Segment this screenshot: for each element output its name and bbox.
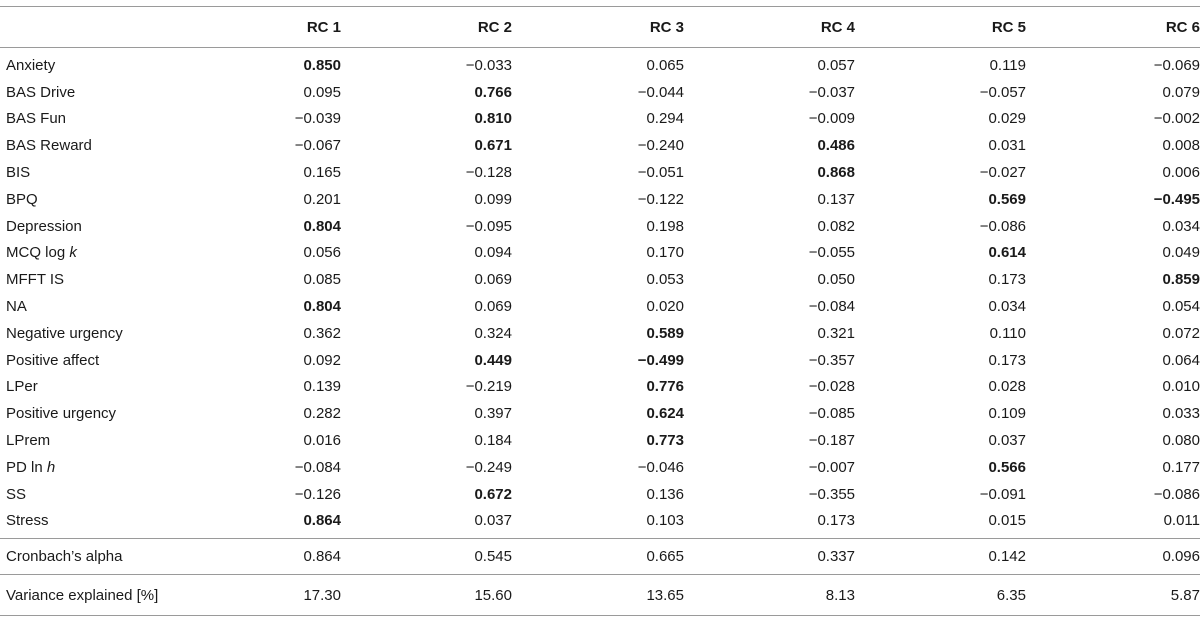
table-cell: −0.240 <box>637 137 684 155</box>
table-cell: 0.624 <box>646 405 684 423</box>
table-cell: 0.139 <box>303 378 341 396</box>
table-cell: −0.069 <box>1153 56 1200 74</box>
table-row <box>0 159 1200 186</box>
table-cell: −0.128 <box>465 164 512 182</box>
table-cell: 0.672 <box>474 485 512 503</box>
table-cell: 0.015 <box>988 512 1026 530</box>
row-label <box>0 293 171 320</box>
row-label-text: BIS <box>6 164 31 182</box>
row-label <box>0 159 171 186</box>
table-cell: 0.486 <box>817 137 855 155</box>
table-cell: 0.064 <box>1162 351 1200 369</box>
row-label-text: Negative urgency <box>6 324 123 342</box>
table-cell: 6.35 <box>855 575 1026 616</box>
row-label <box>0 79 171 106</box>
header-empty-cell <box>0 7 171 48</box>
row-label-text: MFFT IS <box>6 271 65 289</box>
row-label <box>0 186 171 213</box>
table-row <box>0 48 1200 79</box>
table-cell: 0.020 <box>646 298 684 316</box>
table-cell: −0.084 <box>294 458 341 476</box>
table-cell: 0.321 <box>817 324 855 342</box>
column-header: RC 3 <box>512 7 684 48</box>
table-cell: 8.13 <box>684 575 855 616</box>
table-cell: 0.085 <box>303 271 341 289</box>
table-cell: 0.095 <box>303 83 341 101</box>
table-cell: 0.173 <box>988 351 1026 369</box>
table-cell: 0.665 <box>512 539 684 575</box>
variance-explained-row <box>0 575 1200 616</box>
table-row <box>0 374 1200 401</box>
table-row <box>0 79 1200 106</box>
table-cell: 15.60 <box>341 575 512 616</box>
table-cell: 0.110 <box>989 324 1026 342</box>
row-label-text: Anxiety <box>6 56 56 74</box>
table-row <box>0 454 1200 481</box>
table-cell: 0.859 <box>1162 271 1200 289</box>
table-cell: −0.187 <box>808 432 855 450</box>
table-row <box>0 240 1200 267</box>
table-cell: 0.069 <box>474 271 512 289</box>
table-cell: 0.037 <box>988 432 1026 450</box>
table-cell: −0.057 <box>979 83 1026 101</box>
table-cell: 0.034 <box>988 298 1026 316</box>
row-label <box>0 213 171 240</box>
table-cell: 0.804 <box>303 298 341 316</box>
table-cell: −0.355 <box>808 485 855 503</box>
table-cell: 0.776 <box>646 378 684 396</box>
table-cell: 0.173 <box>817 512 855 530</box>
table-cell: −0.037 <box>808 83 855 101</box>
table-cell: −0.002 <box>1153 110 1200 128</box>
row-label <box>0 266 171 293</box>
table-cell: 0.170 <box>646 244 684 262</box>
table-cell: 0.184 <box>474 432 512 450</box>
factor-loadings-table <box>0 6 1200 616</box>
table-row <box>0 266 1200 293</box>
table-cell: 0.082 <box>817 217 855 235</box>
table-cell: 0.589 <box>646 324 684 342</box>
table-cell: 0.065 <box>646 56 684 74</box>
table-cell: 0.165 <box>303 164 341 182</box>
table-cell: 0.033 <box>1162 405 1200 423</box>
table-cell: 0.119 <box>989 56 1026 74</box>
table-cell: −0.086 <box>1153 485 1200 503</box>
row-label <box>0 240 171 267</box>
table-cell: 0.864 <box>171 539 341 575</box>
column-header: RC 4 <box>684 7 855 48</box>
table-cell: 0.850 <box>303 56 341 74</box>
table-cell: −0.028 <box>808 378 855 396</box>
table-cell: −0.357 <box>808 351 855 369</box>
table-cell: 0.016 <box>303 432 341 450</box>
table-row <box>0 132 1200 159</box>
row-label: Variance explained [%] <box>0 575 171 616</box>
table-cell: 17.30 <box>171 575 341 616</box>
table-row <box>0 400 1200 427</box>
table-cell: 0.049 <box>1162 244 1200 262</box>
table-cell: 0.173 <box>988 271 1026 289</box>
table-cell: −0.007 <box>808 458 855 476</box>
table-row <box>0 481 1200 508</box>
table-row <box>0 293 1200 320</box>
table-cell: 0.337 <box>684 539 855 575</box>
row-label-text: Positive affect <box>6 351 100 369</box>
table-cell: −0.027 <box>979 164 1026 182</box>
row-label <box>0 454 171 481</box>
table-cell: 0.103 <box>646 512 684 530</box>
table-cell: −0.009 <box>808 110 855 128</box>
table-cell: 0.282 <box>303 405 341 423</box>
row-label-text: Depression <box>6 217 82 235</box>
table-cell: 0.294 <box>646 110 684 128</box>
table-cell: −0.055 <box>808 244 855 262</box>
table-cell: 0.099 <box>474 190 512 208</box>
table-cell: 0.324 <box>474 324 512 342</box>
table-cell: 0.810 <box>474 110 512 128</box>
table-cell: 0.008 <box>1162 137 1200 155</box>
table-cell: 0.671 <box>474 137 512 155</box>
table-cell: 0.034 <box>1162 217 1200 235</box>
row-label-text: BPQ <box>6 190 38 208</box>
row-label <box>0 481 171 508</box>
table-cell: −0.249 <box>465 458 512 476</box>
table-cell: −0.067 <box>294 137 341 155</box>
table-cell: 0.198 <box>646 217 684 235</box>
table-cell: 0.056 <box>303 244 341 262</box>
table-cell: 0.010 <box>1162 378 1200 396</box>
table-cell: 0.397 <box>474 405 512 423</box>
table-cell: 0.864 <box>303 512 341 530</box>
table-row <box>0 320 1200 347</box>
column-header: RC 5 <box>855 7 1026 48</box>
row-label-text: MCQ log <box>6 244 70 262</box>
table-cell: −0.033 <box>465 56 512 74</box>
table-cell: 0.449 <box>474 351 512 369</box>
table-row <box>0 508 1200 539</box>
row-label-text: Positive urgency <box>6 405 117 423</box>
row-label-text: LPer <box>6 378 38 396</box>
table-row <box>0 213 1200 240</box>
table-cell: 0.142 <box>855 539 1026 575</box>
table-row <box>0 347 1200 374</box>
table-cell: 0.028 <box>988 378 1026 396</box>
table-cell: 0.096 <box>1026 539 1200 575</box>
table-cell: 0.569 <box>988 190 1026 208</box>
row-label-text: BAS Fun <box>6 110 67 128</box>
row-label <box>0 374 171 401</box>
row-label <box>0 400 171 427</box>
table-row <box>0 186 1200 213</box>
row-label <box>0 347 171 374</box>
table-cell: 0.053 <box>646 271 684 289</box>
table-row <box>0 106 1200 133</box>
table-cell: 0.773 <box>646 432 684 450</box>
row-label-text: SS <box>6 485 27 503</box>
table-cell: 0.006 <box>1162 164 1200 182</box>
row-label-text: BAS Drive <box>6 83 76 101</box>
table-cell: −0.051 <box>637 164 684 182</box>
table-cell: 0.137 <box>817 190 855 208</box>
table-cell: −0.126 <box>294 485 341 503</box>
row-label: Cronbach’s alpha <box>0 539 171 575</box>
table-cell: −0.084 <box>808 298 855 316</box>
table-cell: 5.87 <box>1026 575 1200 616</box>
row-label-italic: h <box>46 458 56 476</box>
row-label <box>0 132 171 159</box>
table-cell: 0.057 <box>817 56 855 74</box>
row-label <box>0 320 171 347</box>
column-header: RC 1 <box>171 7 341 48</box>
table-cell: −0.219 <box>465 378 512 396</box>
row-label-text: Stress <box>6 512 49 530</box>
table-cell: −0.044 <box>637 83 684 101</box>
table-cell: −0.085 <box>808 405 855 423</box>
table-cell: −0.122 <box>637 190 684 208</box>
row-label <box>0 508 171 539</box>
table-body <box>0 48 1200 539</box>
table-cell: 0.054 <box>1162 298 1200 316</box>
table-cell: −0.046 <box>637 458 684 476</box>
table-cell: −0.495 <box>1153 190 1200 208</box>
row-label <box>0 106 171 133</box>
row-label-text: BAS Reward <box>6 137 92 155</box>
table-cell: −0.499 <box>637 351 684 369</box>
table-cell: 0.094 <box>474 244 512 262</box>
row-label <box>0 48 171 79</box>
table-cell: 0.080 <box>1162 432 1200 450</box>
table-cell: 0.177 <box>1162 458 1200 476</box>
table-cell: −0.091 <box>979 485 1026 503</box>
row-label-italic: k <box>69 244 77 262</box>
table-cell: 0.031 <box>988 137 1026 155</box>
table-cell: 0.050 <box>817 271 855 289</box>
table-cell: 0.079 <box>1162 83 1200 101</box>
table-cell: 0.011 <box>1163 512 1200 530</box>
table-cell: 0.029 <box>988 110 1026 128</box>
column-header: RC 6 <box>1026 7 1200 48</box>
table-cell: 0.545 <box>341 539 512 575</box>
table-cell: 0.868 <box>817 164 855 182</box>
table-header-row <box>0 7 1200 48</box>
table-cell: 0.766 <box>474 83 512 101</box>
table-cell: 0.804 <box>303 217 341 235</box>
table-cell: 0.037 <box>474 512 512 530</box>
table-cell: 13.65 <box>512 575 684 616</box>
table-cell: 0.566 <box>988 458 1026 476</box>
table-cell: 0.072 <box>1162 324 1200 342</box>
table-cell: 0.136 <box>646 485 684 503</box>
table-cell: 0.201 <box>303 190 341 208</box>
table-cell: 0.362 <box>303 324 341 342</box>
table-cell: 0.614 <box>988 244 1026 262</box>
table-cell: 0.092 <box>303 351 341 369</box>
table-cell: 0.109 <box>988 405 1026 423</box>
row-label-text: NA <box>6 298 27 316</box>
row-label-text: LPrem <box>6 432 51 450</box>
table-cell: −0.039 <box>294 110 341 128</box>
table-cell: −0.095 <box>465 217 512 235</box>
table-row <box>0 427 1200 454</box>
table-cell: −0.086 <box>979 217 1026 235</box>
table-cell: 0.069 <box>474 298 512 316</box>
row-label-text: PD ln <box>6 458 47 476</box>
row-label <box>0 427 171 454</box>
column-header: RC 2 <box>341 7 512 48</box>
cronbach-alpha-row <box>0 539 1200 575</box>
